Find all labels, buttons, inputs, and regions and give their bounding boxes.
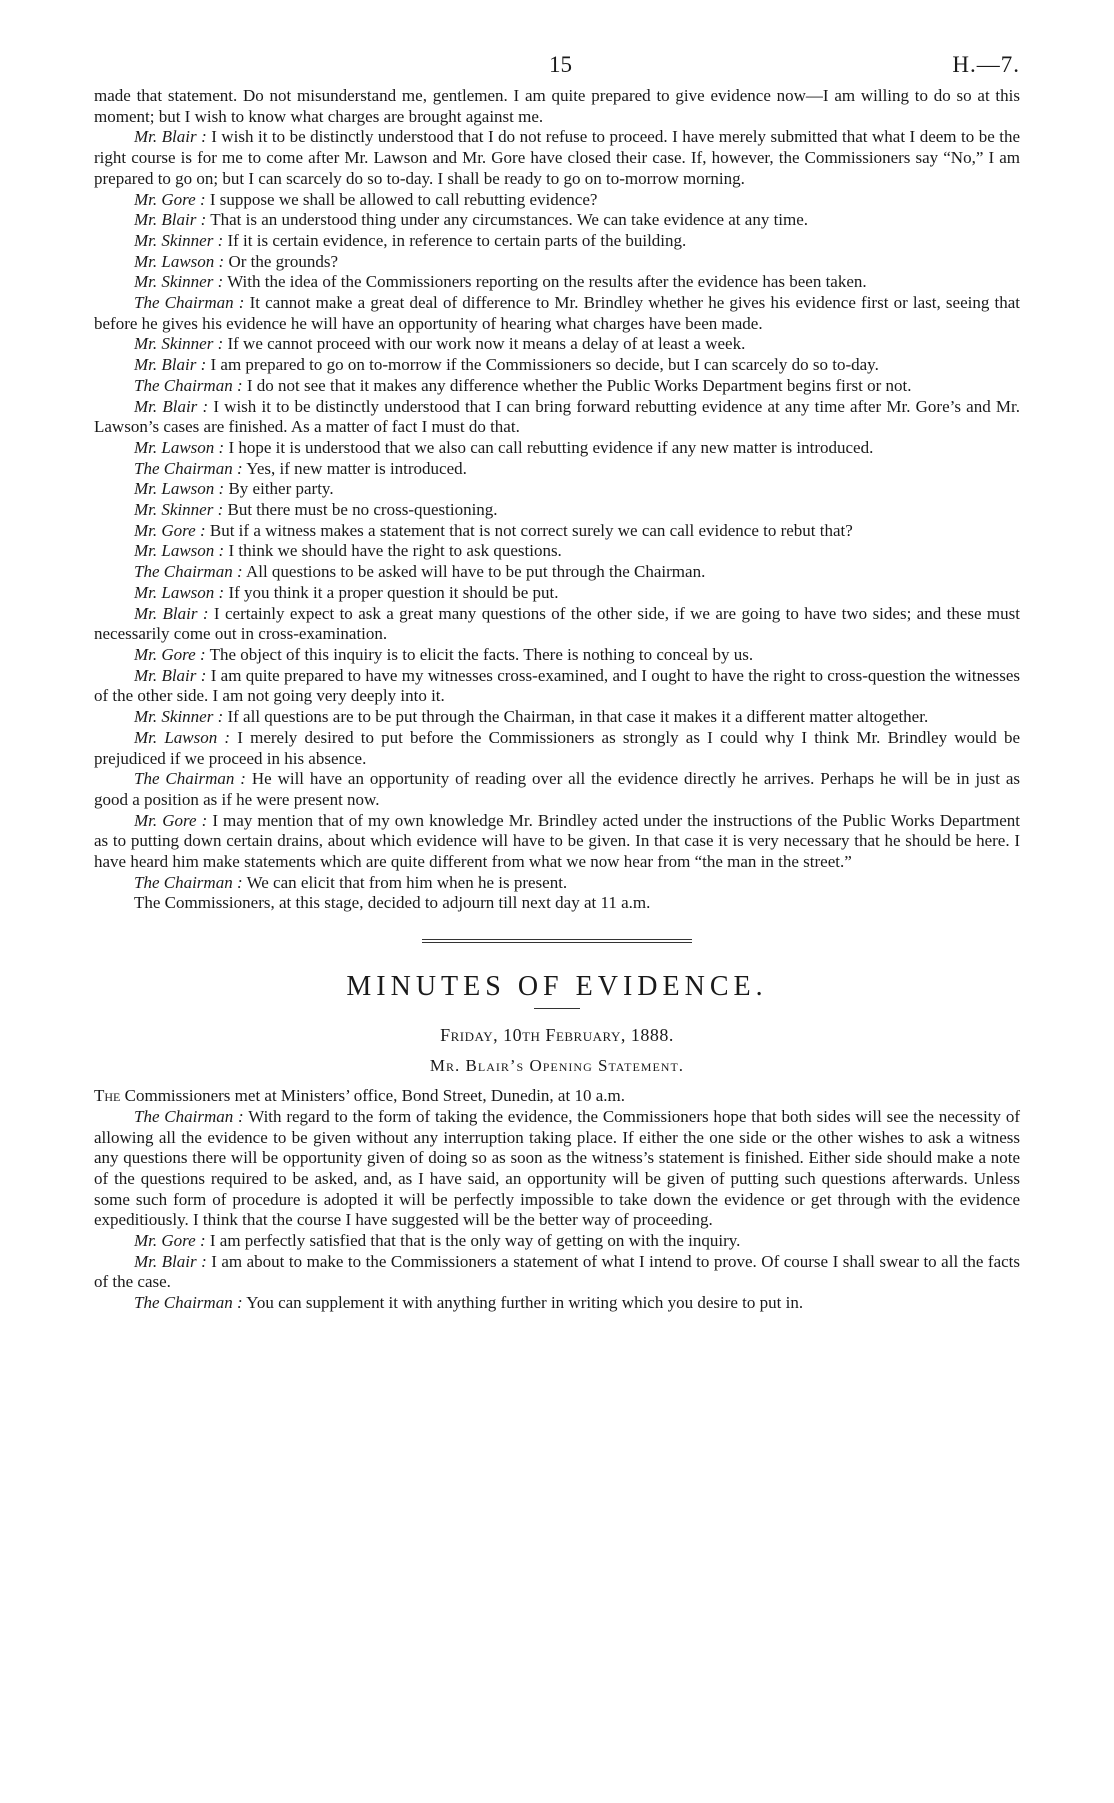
paragraph-text: I am perfectly satisfied that that is the only way of getting on with the inquiry. [209, 1231, 741, 1251]
speaker-name: Mr. Blair : [134, 1251, 207, 1271]
speaker-name: Mr. Blair : [134, 210, 207, 230]
speaker-name: The Chairman : [134, 375, 243, 395]
speaker-name: The Chairman : [134, 293, 245, 313]
paragraph-text: Or the grounds? [228, 251, 338, 271]
transcript-paragraph [94, 811, 1020, 873]
transcript-paragraph [94, 86, 1020, 127]
paragraph-text: I wish it to be distinctly understood that I do not refuse to proceed. I have merely submitted that what I deem to be the right course is for me to come after Mr. Lawson and Mr. Gore have closed their case. If, however, the Commissioners say “No,” I am prepared to go on; but I can scarcely do so to-day. I shall be ready to go on to-morrow morning. [94, 127, 1021, 188]
paragraph-text: But there must be no cross-questioning. [227, 500, 498, 520]
speaker-name: Mr. Skinner : [134, 707, 224, 727]
speaker-name: Mr. Blair : [134, 127, 207, 147]
paragraph-text: With regard to the form of taking the evidence, the Commissioners hope that both sides will see the necessity of allowing all the evidence to be given without any interruption taking place. If either the one side or the other wishes to ask a witness any questions there will be opportunity given of doing so as soon as the witness’s statement is finished. Either side should make a note of the questions required to be asked, and, as I have said, an opportunity will be given of putting such questions afterwards. Unless some such form of procedure is adopted it will be perfectly impossible to take down the evidence or get through with the evidence expeditiously. I think that the course I have suggested will be the better way of proceeding. [94, 1106, 1020, 1230]
paragraph-text: If you think it a proper question it should be put. [228, 582, 559, 602]
paragraph-text: I wish it to be distinctly understood that I can bring forward rebutting evidence at any time after Mr. Gore’s and Mr. Lawson’s cases are finished. As a matter of fact I must do that. [94, 396, 1020, 437]
paragraph-text: I hope it is understood that we also can call rebutting evidence if any new matter is introduced. [228, 437, 874, 457]
transcript-body [94, 86, 1020, 914]
speaker-name: The Chairman : [134, 769, 246, 789]
paragraph-text: I merely desired to put before the Commissioners as strongly as I could why I think Mr. Brindley would be prejudiced if we proceed in his absence. [94, 727, 1021, 768]
paragraph-text: You can supplement it with anything further in writing which you desire to put in. [246, 1293, 804, 1313]
page-header [94, 52, 1020, 86]
transcript-paragraph [94, 127, 1020, 189]
transcript-paragraph [94, 521, 1020, 542]
page-number: 15 [549, 52, 572, 77]
speaker-name: Mr. Blair : [134, 355, 207, 375]
speaker-name: Mr. Skinner : [134, 334, 224, 354]
transcript-paragraph [94, 500, 1020, 521]
transcript-paragraph [94, 459, 1020, 480]
speaker-name: The Chairman : [134, 1106, 244, 1126]
paragraph-text: He will have an opportunity of reading over all the evidence directly he arrives. Perhaps he will be in just as good a position as if he were present now. [94, 769, 1020, 809]
speaker-name: Mr. Lawson : [134, 251, 225, 271]
transcript-paragraph [94, 231, 1020, 252]
transcript-paragraph [94, 666, 1020, 707]
paragraph-text: If all questions are to be put through the Chairman, in that case it makes it a different matter altogether. [227, 707, 929, 727]
speaker-name: Mr. Lawson : [134, 437, 225, 457]
paragraph-text: If it is certain evidence, in reference to certain parts of the building. [227, 230, 687, 250]
speaker-name: Mr. Lawson : [134, 479, 225, 499]
speaker-name: The Chairman : [134, 562, 243, 582]
transcript-paragraph [94, 334, 1020, 355]
speaker-name: The Chairman : [134, 458, 243, 478]
paragraph-text: I may mention that of my own knowledge Mr. Brindley acted under the instructions of the Public Works Department as to putting down certain drains, about which evidence will have to be given. In that case it is very necessary that he should be here. I have heard him make statements which are quite different from what we now hear from “the man in the street.” [94, 810, 1020, 872]
paragraph-text: It cannot make a great deal of difference to Mr. Brindley whether he gives his evidence first or last, seeing that before he gives his evidence he will have an opportunity of hearing what charges have been made. [94, 293, 1021, 333]
transcript-paragraph [94, 397, 1020, 438]
paragraph-text: By either party. [228, 479, 334, 499]
paragraph-text: I am about to make to the Commissioners a statement of what I intend to prove. Of course I shall swear to all the facts of the case. [94, 1251, 1021, 1292]
transcript-paragraph [94, 479, 1020, 500]
transcript-paragraph [94, 541, 1020, 562]
speaker-name: The Chairman : [134, 1293, 243, 1313]
paragraph-text: With the idea of the Commissioners reporting on the results after the evidence has been taken. [227, 272, 867, 292]
speaker-name: Mr. Lawson : [134, 582, 225, 602]
section-divider [422, 939, 692, 943]
transcript-paragraph [94, 252, 1020, 273]
opening-lead: The [94, 1086, 121, 1106]
paragraph-text: The object of this inquiry is to elicit the facts. There is nothing to conceal by us. [209, 644, 754, 664]
speaker-name: Mr. Lawson : [134, 727, 231, 747]
paragraph-text: The Commissioners, at this stage, decided to adjourn till next day at 11 a.m. [134, 893, 651, 913]
paragraph-text: I suppose we shall be allowed to call rebutting evidence? [209, 189, 598, 209]
transcript-paragraph [94, 769, 1020, 810]
transcript-paragraph [94, 728, 1020, 769]
paragraph-text: made that statement. Do not misunderstand me, gentlemen. I am quite prepared to give evidence now—I am willing to do so at this moment; but I wish to know what charges are brought against me. [94, 86, 1020, 126]
paragraph-text: We can elicit that from him when he is present. [246, 872, 568, 892]
speaker-name: Mr. Gore : [134, 1231, 206, 1251]
speaker-name: Mr. Gore : [134, 810, 208, 830]
speaker-name: Mr. Blair : [134, 603, 209, 623]
transcript-paragraph [94, 893, 1020, 914]
speaker-name: Mr. Skinner : [134, 230, 224, 250]
transcript-paragraph [94, 604, 1020, 645]
speaker-name: The Chairman : [134, 872, 243, 892]
speaker-name: Mr. Gore : [134, 520, 206, 540]
paragraph-text: But if a witness makes a statement that is not correct surely we can call evidence to rebut that? [209, 520, 853, 540]
transcript-paragraph [94, 1107, 1020, 1231]
transcript-paragraph [94, 707, 1020, 728]
transcript-paragraph [94, 272, 1020, 293]
opening-paragraph [94, 1086, 1020, 1107]
transcript-paragraph [94, 1293, 1020, 1314]
paragraph-text: All questions to be asked will have to be put through the Chairman. [245, 562, 706, 582]
transcript-paragraph [94, 293, 1020, 334]
transcript-paragraph [94, 210, 1020, 231]
transcript-paragraph [94, 562, 1020, 583]
transcript-paragraph [94, 376, 1020, 397]
section-title: MINUTES OF EVIDENCE. [346, 971, 768, 1003]
statement-heading: Mr. Blair’s Opening Statement. [429, 1056, 685, 1076]
paragraph-text: I do not see that it makes any difference whether the Public Works Department begins first or not. [246, 375, 912, 395]
speaker-name: Mr. Skinner : [134, 500, 224, 520]
speaker-name: Mr. Lawson : [134, 541, 225, 561]
transcript-paragraph [94, 438, 1020, 459]
paragraph-text: I am quite prepared to have my witnesses cross-examined, and I ought to have the right to cross-question the witnesses of the other side. I am not going very deeply into it. [94, 665, 1021, 706]
minutes-body [94, 1086, 1020, 1314]
paragraph-text: I certainly expect to ask a great many questions of the other side, if we are going to have two sides; and these must necessarily come out in cross-examination. [94, 603, 1020, 644]
speaker-name: Mr. Gore : [134, 644, 206, 664]
paragraph-text: I am prepared to go on to-morrow if the Commissioners so decide, but I can scarcely do so to-day. [210, 355, 879, 375]
transcript-paragraph [94, 1252, 1020, 1293]
speaker-name: Mr. Gore : [134, 189, 206, 209]
paragraph-text: Yes, if new matter is introduced. [246, 458, 467, 478]
speaker-name: Mr. Skinner : [134, 272, 224, 292]
transcript-paragraph [94, 355, 1020, 376]
paragraph-text: That is an understood thing under any circumstances. We can take evidence at any time. [210, 210, 809, 230]
transcript-paragraph [94, 1231, 1020, 1252]
session-date: Friday, 10th February, 1888. [440, 1025, 674, 1046]
title-underline [534, 1008, 580, 1009]
document-reference: H.—7. [952, 52, 1020, 77]
speaker-name: Mr. Blair : [134, 396, 209, 416]
transcript-paragraph [94, 583, 1020, 604]
paragraph-text: I think we should have the right to ask questions. [228, 541, 562, 561]
transcript-paragraph [94, 645, 1020, 666]
transcript-paragraph [94, 190, 1020, 211]
opening-text: Commissioners met at Ministers’ office, Bond Street, Dunedin, at 10 a.m. [124, 1086, 625, 1106]
speaker-name: Mr. Blair : [134, 665, 207, 685]
paragraph-text: If we cannot proceed with our work now it means a delay of at least a week. [227, 334, 746, 354]
transcript-paragraph [94, 873, 1020, 894]
